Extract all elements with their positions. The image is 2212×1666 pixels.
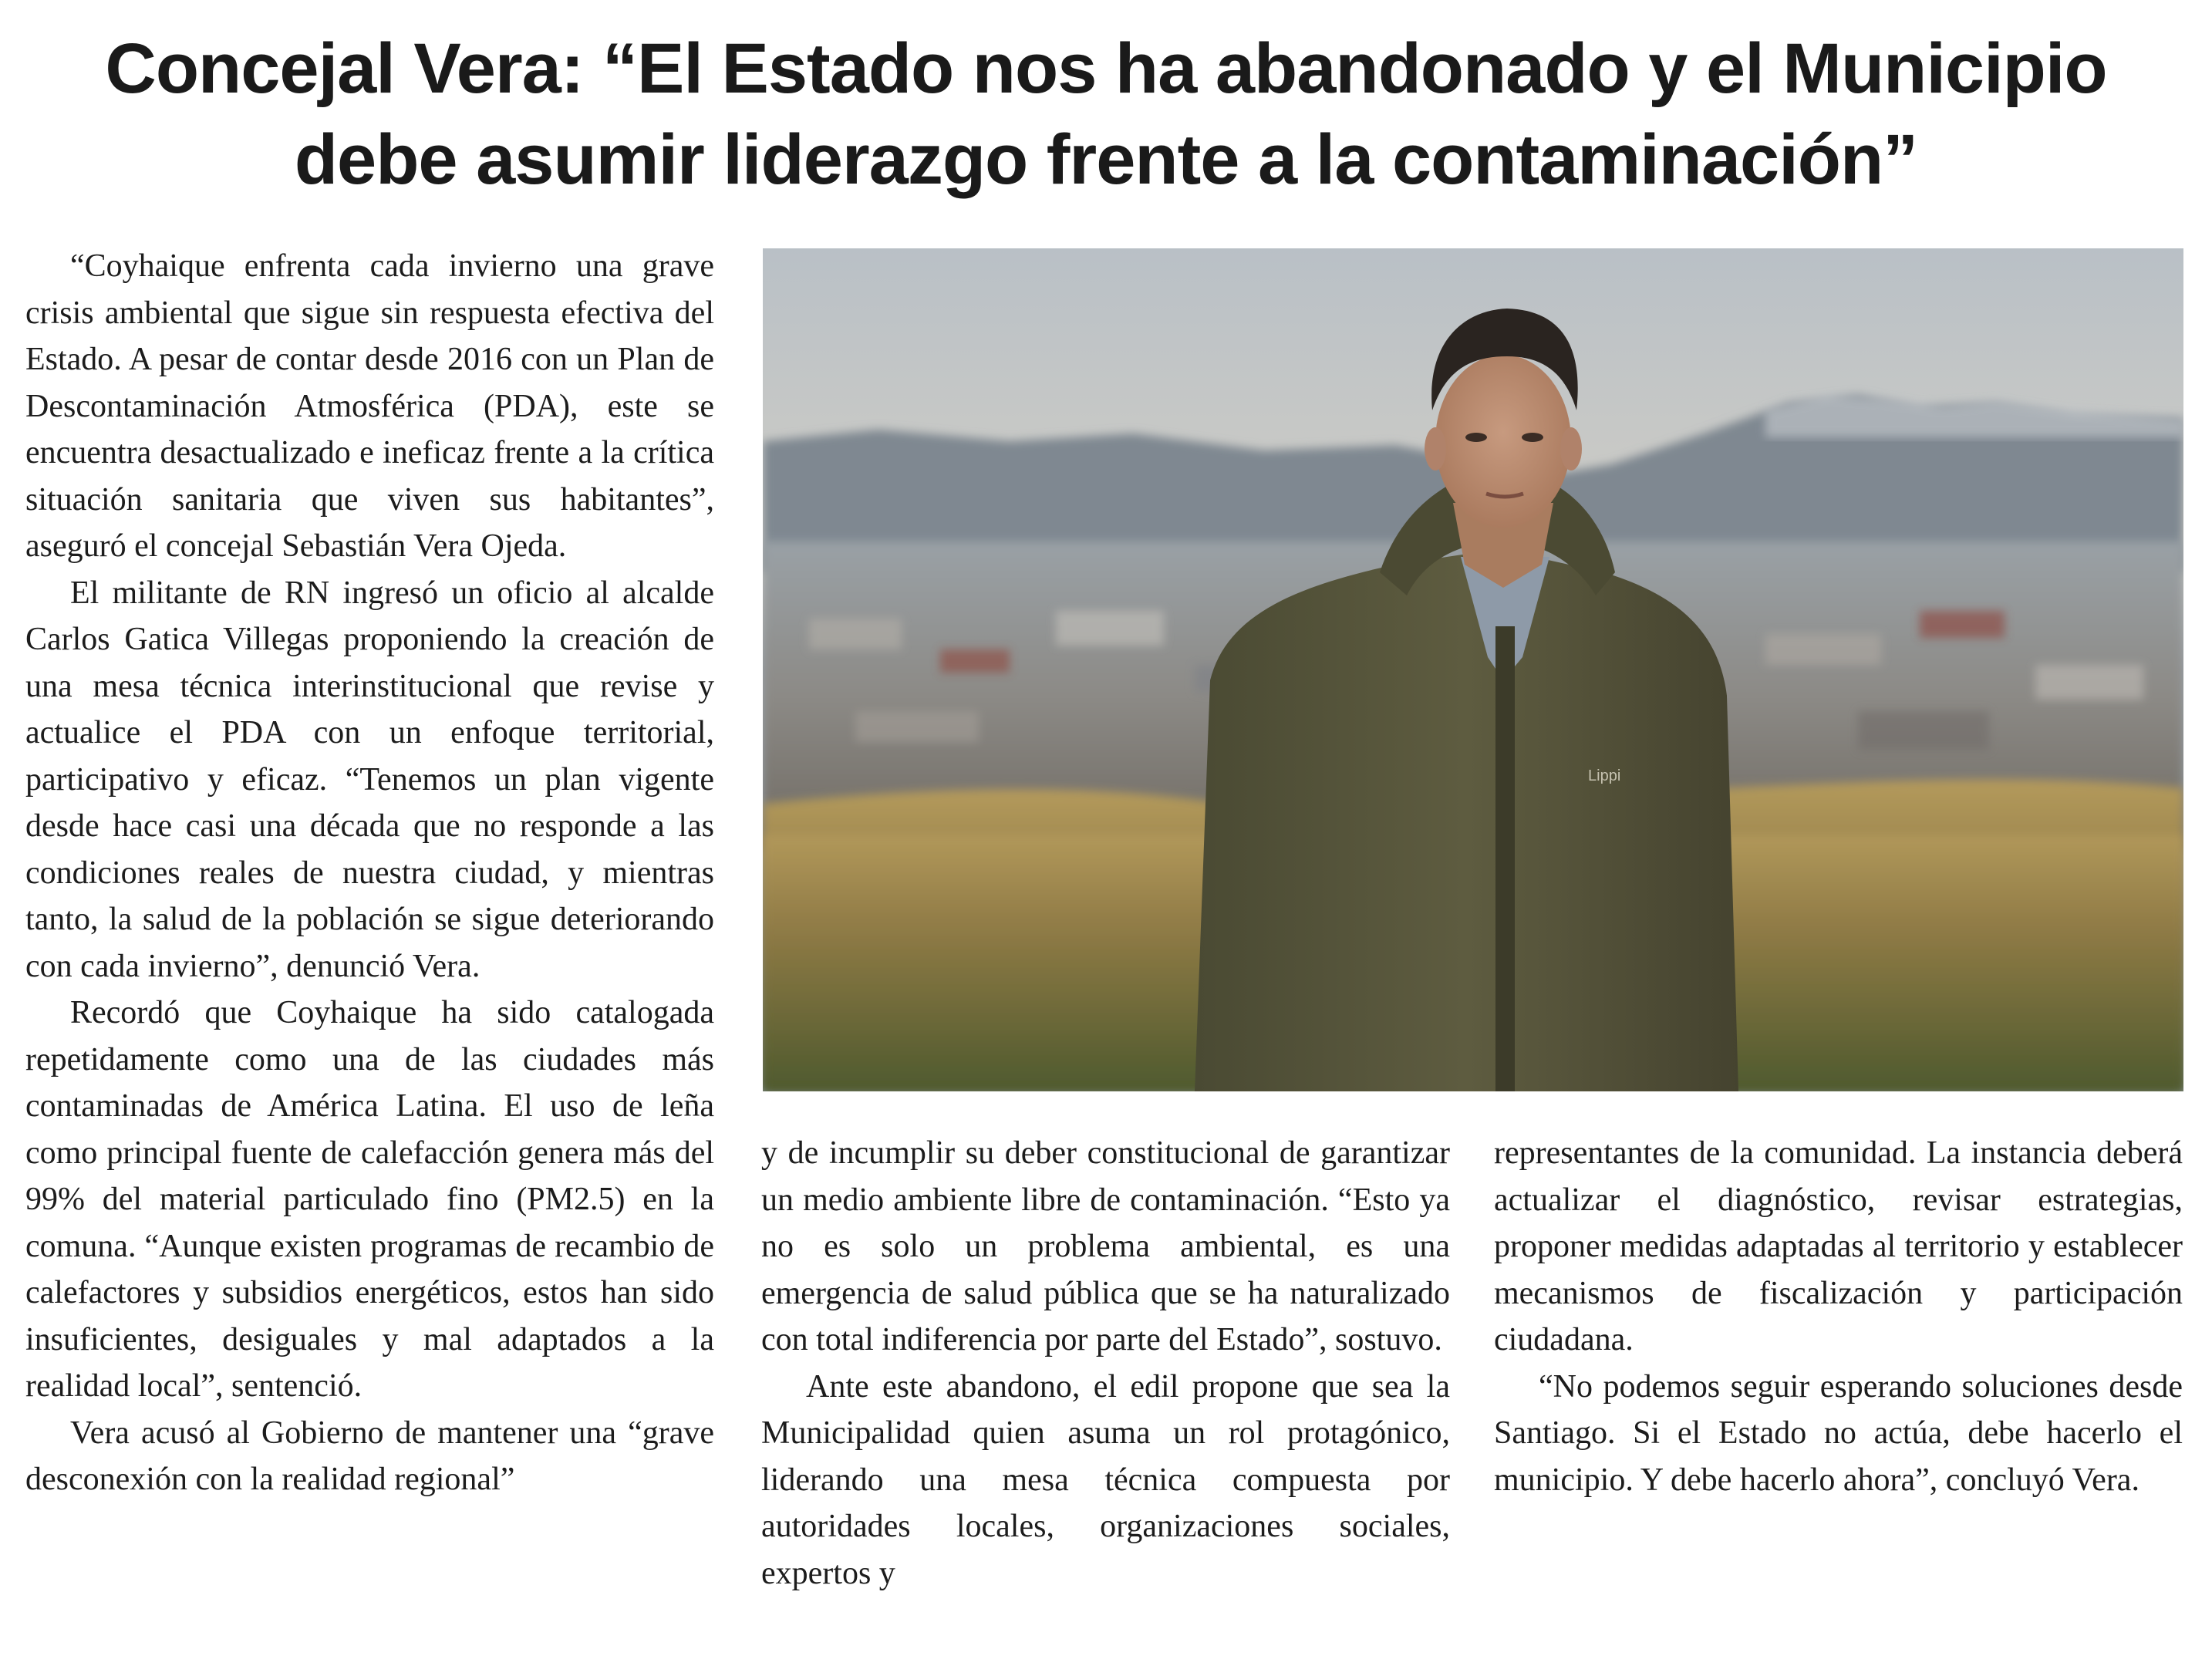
paragraph: Ante este abandono, el edil propone que sea la Municipalidad quien asuma un rol protagónico, liderando una mesa técnica compuesta por autoridades locales, organizaciones sociales, expertos y [761,1368,1450,1591]
article-column-3 [1494,1130,2183,1503]
article-column-2 [761,1130,1450,1597]
paragraph: “No podemos seguir esperando soluciones desde Santiago. Si el Estado no actúa, debe hacerlo el municipio. Y debe hacerlo ahora”, concluyó Vera. [1494,1368,2183,1498]
paragraph: y de incumplir su deber constitucional de garantizar un medio ambiente libre de contaminación. “Esto ya no es solo un problema ambiental, es una emergencia de salud pública que se ha naturalizado con total indiferencia por parte del Estado”, sostuvo. [761,1135,1450,1357]
jacket-logo: Lippi [1588,767,1621,784]
article-column-1 [25,243,714,1503]
portrait-photo [763,248,2183,1091]
paragraph: representantes de la comunidad. La instancia deberá actualizar el diagnóstico, revisar estrategias, proponer medidas adaptadas al territorio y establecer mecanismos de fiscalización y participación ciudadana. [1494,1135,2183,1357]
headline: Concejal Vera: “El Estado nos ha abandonado y el Municipio debe asumir liderazgo frente a la contaminación” [105,29,2107,199]
paragraph: El militante de RN ingresó un oficio al alcalde Carlos Gatica Villegas proponiendo la creación de una mesa técnica interinstitucional que revise y actualice el PDA con un enfoque territorial, participativo y eficaz. “Tenemos un plan vigente desde hace casi una década que no responde a las condiciones reales de nuestra ciudad, y mientras tanto, la salud de la población se sigue deteriorando con cada invierno”, denunció Vera. [25,575,714,984]
paragraph: Vera acusó al Gobierno de mantener una “grave desconexión con la realidad regional” [25,1415,714,1497]
paragraph: Recordó que Coyhaique ha sido catalogada repetidamente como una de las ciudades más contaminadas de América Latina. El uso de leña como principal fuente de calefacción genera más del 99% del material particulado fino (PM2.5) en la comuna. “Aunque existen programas de recambio de calefactores y subsidios energéticos, estos han sido insuficientes, desiguales y mal adaptados a la realidad local”, sentenció. [25,995,714,1404]
paragraph: “Coyhaique enfrenta cada invierno una grave crisis ambiental que sigue sin respuesta efectiva del Estado. A pesar de contar desde 2016 con un Plan de Descontaminación Atmosférica (PDA), este se encuentra desactualizado e ineficaz frente a la crítica situación sanitaria que viven sus habitantes”, aseguró el concejal Sebastián Vera Ojeda. [25,248,714,564]
